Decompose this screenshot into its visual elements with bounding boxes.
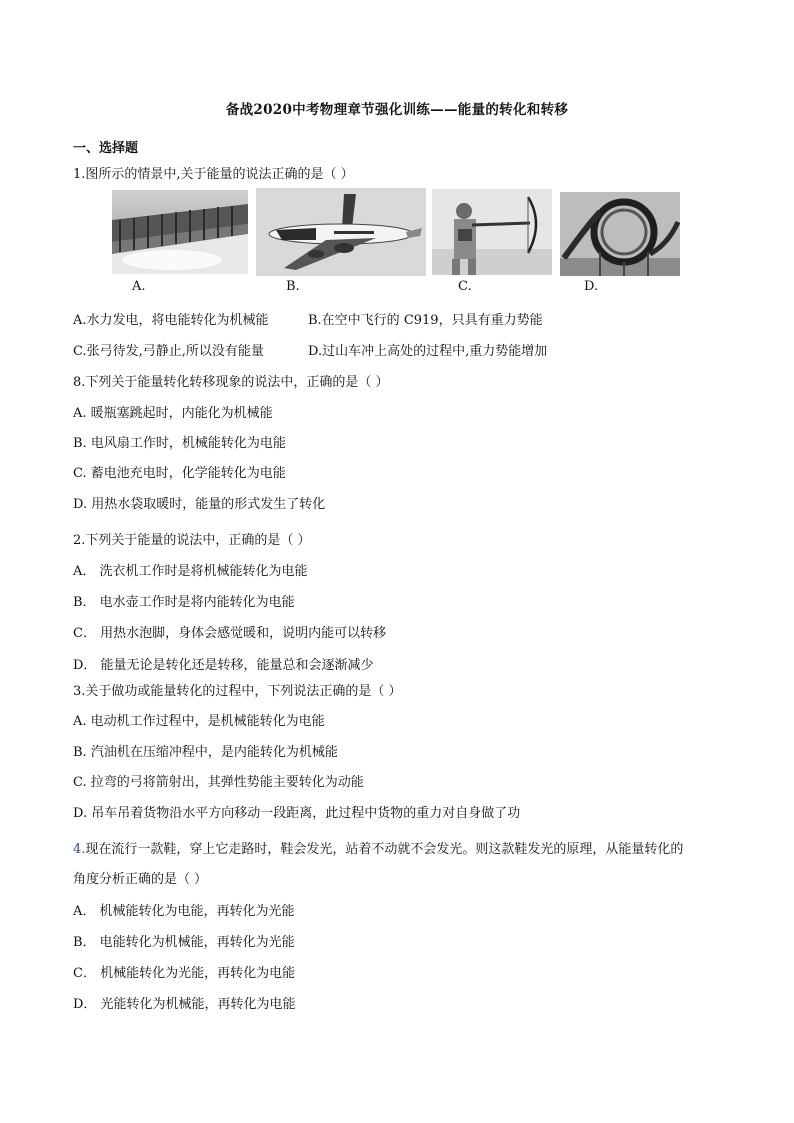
- q1-option-d: D.过山车冲上高处的过程中,重力势能增加: [308, 344, 548, 359]
- q4-option-c: C． 机械能转化为光能，再转化为电能: [73, 966, 296, 981]
- dam-photo-icon: [112, 190, 248, 274]
- q4-option-b: B． 电能转化为机械能，再转化为光能: [73, 935, 295, 950]
- q4-option-d: D． 光能转化为机械能，再转化为电能: [73, 997, 296, 1012]
- airplane-photo-icon: [256, 188, 426, 276]
- q2-option-a: A． 洗衣机工作时是将机械能转化为电能: [73, 564, 308, 579]
- q2-option-d: D． 能量无论是转化还是转移，能量总和会逐渐减少: [73, 658, 374, 673]
- q8-option-b: B. 电风扇工作时，机械能转化为电能: [73, 436, 286, 451]
- q2-option-c: C． 用热水泡脚，身体会感觉暖和，说明内能可以转移: [73, 626, 387, 641]
- q8-option-a: A. 暖瓶塞跳起时，内能化为机械能: [73, 406, 273, 421]
- roller-coaster-photo-icon: [560, 192, 680, 276]
- q3-option-a: A. 电动机工作过程中，是机械能转化为电能: [73, 714, 325, 729]
- q4-option-a: A． 机械能转化为电能，再转化为光能: [73, 904, 295, 919]
- q3-option-d: D. 吊车吊着货物沿水平方向移动一段距离，此过程中货物的重力对自身做了功: [73, 806, 521, 821]
- q3-stem: 3.关于做功或能量转化的过程中，下列说法正确的是（ ）: [73, 684, 402, 699]
- q8-option-c: C. 蓄电池充电时，化学能转化为电能: [73, 466, 286, 481]
- q3-option-c: C. 拉弯的弓将箭射出，其弹性势能主要转化为动能: [73, 775, 364, 790]
- section-heading: 一、选择题: [73, 141, 139, 156]
- q3-option-b: B. 汽油机在压缩冲程中，是内能转化为机械能: [73, 745, 338, 760]
- image-label-d: D.: [584, 279, 599, 294]
- archer-photo-icon: [432, 189, 552, 275]
- q1-option-c: C.张弓待发,弓静止,所以没有能量: [73, 344, 264, 359]
- q2-stem: 2.下列关于能量的说法中，正确的是（ ）: [73, 533, 311, 548]
- q4-stem-line2: 角度分析正确的是（ ）: [73, 872, 208, 887]
- q4-stem-line1: [73, 838, 683, 857]
- q1-option-b: B.在空中飞行的 C919，只具有重力势能: [308, 313, 543, 328]
- q4-number: 4.: [73, 842, 86, 857]
- image-label-a: A.: [132, 279, 146, 294]
- q2-option-b: B． 电水壶工作时是将内能转化为电能: [73, 595, 295, 610]
- q8-stem: 8.下列关于能量转化转移现象的说法中，正确的是（ ）: [73, 375, 389, 390]
- q1-stem: 1.图所示的情景中,关于能量的说法正确的是（ ）: [73, 167, 354, 182]
- page-title: 备战2020中考物理章节强化训练——能量的转化和转移: [225, 102, 569, 118]
- q4-stem-text: 现在流行一款鞋，穿上它走路时，鞋会发光，站着不动就不会发光。则这款鞋发光的原理，从能量转化的: [85, 842, 684, 857]
- image-label-b: B.: [286, 279, 300, 294]
- image-label-c: C.: [458, 279, 472, 294]
- q1-option-a: A.水力发电，将电能转化为机械能: [73, 313, 269, 328]
- q8-option-d: D. 用热水袋取暖时，能量的形式发生了转化: [73, 497, 326, 512]
